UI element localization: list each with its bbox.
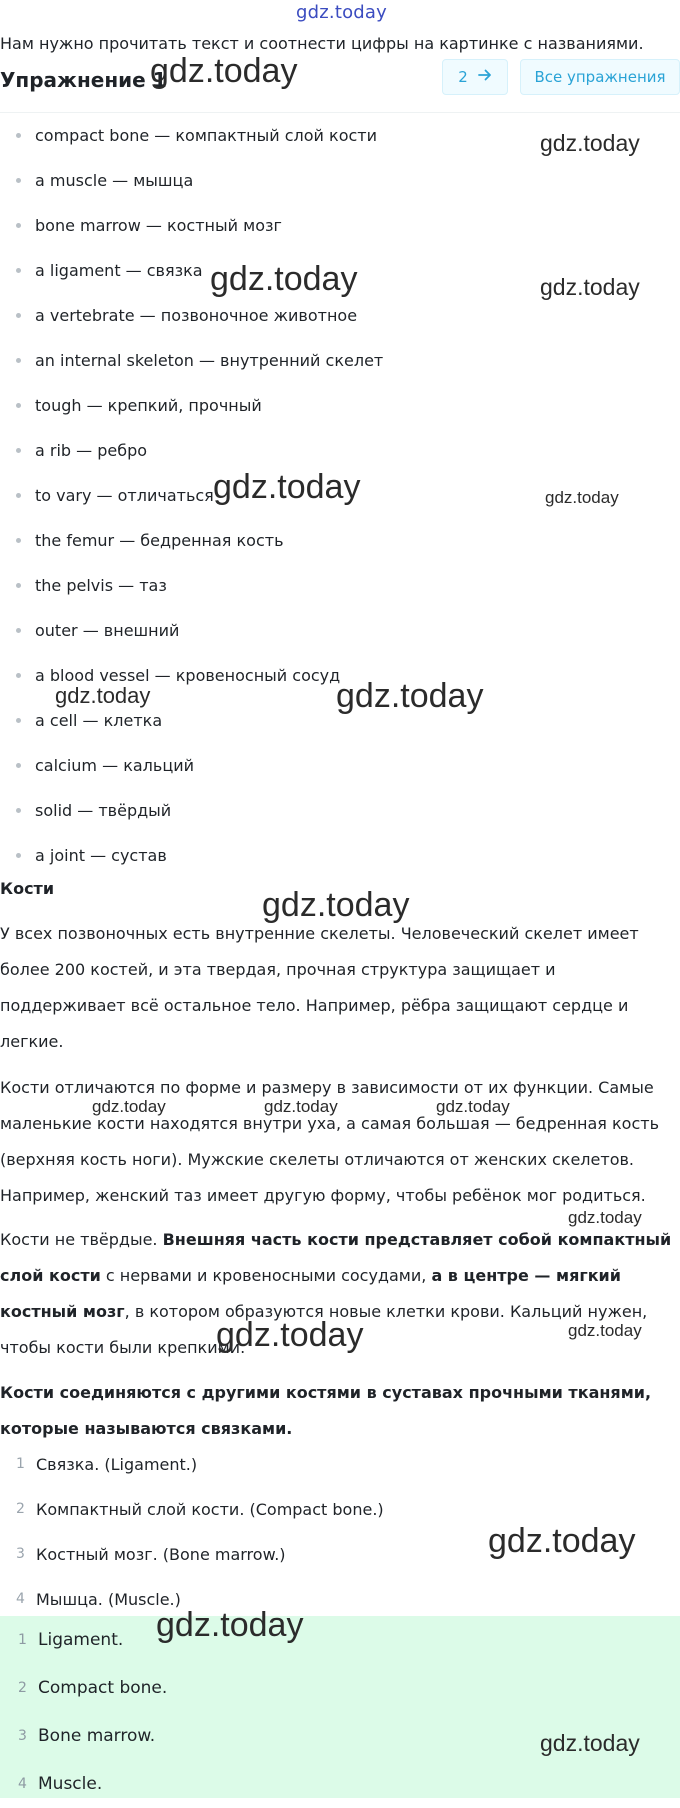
vocab-entry: the pelvis — таз: [35, 576, 167, 595]
watermark: gdz.today: [568, 1208, 642, 1227]
list-item: [0, 788, 680, 833]
watermark: gdz.today: [436, 1097, 510, 1116]
vocab-entry: solid — твёрдый: [35, 801, 172, 820]
bullet-icon: [16, 133, 21, 138]
next-exercise-button[interactable]: [442, 59, 508, 95]
item-number: 3: [18, 1728, 27, 1744]
watermark: gdz.today: [262, 886, 410, 924]
item-number: 1: [16, 1456, 25, 1472]
vocab-entry: a blood vessel — кровеносный сосуд: [35, 666, 341, 685]
watermark: gdz.today: [213, 468, 361, 506]
list-item: [0, 1664, 680, 1712]
list-item: [0, 338, 680, 383]
item-number: 1: [18, 1632, 27, 1648]
paragraph-3-part-3: , в котором образуются новые клетки крови. Кальций нужен, чтобы кости были крепкими.: [0, 1302, 648, 1357]
bullet-icon: [16, 673, 21, 678]
answer-text: Bone marrow.: [38, 1726, 156, 1746]
vocabulary-list: [0, 113, 680, 878]
list-item: [0, 1712, 680, 1760]
answer-list: [0, 1616, 680, 1808]
item-number: 2: [16, 1501, 25, 1517]
vocab-entry: bone marrow — костный мозг: [35, 216, 282, 235]
answer-block: [0, 1616, 680, 1798]
answer-text: Ligament.: [38, 1630, 124, 1650]
question-text: Мышца. (Muscle.): [36, 1590, 181, 1609]
bullet-icon: [16, 493, 21, 498]
bullet-icon: [16, 583, 21, 588]
list-item: [0, 608, 680, 653]
list-item: [0, 248, 680, 293]
watermark: gdz.today: [264, 1097, 338, 1116]
arrow-right-icon: [478, 68, 492, 86]
list-item: [0, 293, 680, 338]
watermark: gdz.today: [216, 1316, 364, 1354]
list-item: [0, 158, 680, 203]
vocab-entry: a rib — ребро: [35, 441, 148, 460]
list-item: [0, 383, 680, 428]
question-text: Компактный слой кости. (Compact bone.): [36, 1500, 384, 1519]
watermark: gdz.today: [540, 130, 640, 156]
vocab-entry: calcium — кальций: [35, 756, 194, 775]
list-item: [0, 1487, 680, 1532]
question-text: Связка. (Ligament.): [36, 1455, 198, 1474]
paragraph-1: У всех позвоночных есть внутренние скелеты. Человеческий скелет имеет более 200 костей, и эта твердая, прочная структура защищает и поддерживает всё остальное тело. Например, рёбра защищают сердце и легкие.: [0, 924, 639, 1051]
list-item: [0, 833, 680, 878]
item-number: 4: [16, 1591, 25, 1607]
item-number: 2: [18, 1680, 27, 1696]
watermark: gdz.today: [568, 1321, 642, 1340]
watermark: gdz.today: [156, 1606, 304, 1644]
item-number: 3: [16, 1546, 25, 1562]
vocab-entry: a vertebrate — позвоночное животное: [35, 306, 358, 325]
paragraph-4: Кости соединяются с другими костями в суставах прочными тканями, которые называются связками.: [0, 1383, 652, 1438]
vocab-entry: tough — крепкий, прочный: [35, 396, 262, 415]
paragraph-3-emphasis-2: а в центре — мягкий костный мозг: [0, 1266, 621, 1321]
watermark: gdz.today: [336, 677, 484, 715]
vocab-entry: a muscle — мышца: [35, 171, 194, 190]
question-list: [0, 1442, 680, 1622]
vocab-entry: to vary — отличаться: [35, 486, 214, 505]
list-item: [0, 428, 680, 473]
bullet-icon: [16, 448, 21, 453]
list-item: [0, 1532, 680, 1577]
vocab-entry: compact bone — компактный слой кости: [35, 126, 378, 145]
paragraph-3-part-2: с нервами и кровеносными сосудами,: [100, 1266, 432, 1285]
list-item: [0, 113, 680, 158]
bullet-icon: [16, 853, 21, 858]
bullet-icon: [16, 628, 21, 633]
list-item: [0, 653, 680, 698]
paragraph-3-part-1: Кости не твёрдые.: [0, 1230, 163, 1249]
vocab-entry: a joint — сустав: [35, 846, 167, 865]
watermark: gdz.today: [150, 52, 298, 90]
vocab-entry: an internal skeleton — внутренний скелет: [35, 351, 384, 370]
section-title: Кости: [0, 879, 55, 898]
exercise-title: Упражнение 1: [0, 68, 167, 92]
paragraph-3-emphasis-1: Внешняя часть кости представляет собой компактный слой кости: [0, 1230, 672, 1285]
list-item: [0, 203, 680, 248]
list-item: [0, 1616, 680, 1664]
list-item: [0, 563, 680, 608]
watermark: gdz.today: [540, 1730, 640, 1756]
watermark: gdz.today: [210, 260, 358, 298]
bullet-icon: [16, 538, 21, 543]
answer-text: Muscle.: [38, 1774, 103, 1794]
watermark: gdz.today: [55, 683, 151, 708]
list-item: [0, 473, 680, 518]
bullet-icon: [16, 403, 21, 408]
list-item: [0, 518, 680, 563]
watermark: gdz.today: [540, 274, 640, 300]
bullet-icon: [16, 763, 21, 768]
list-item: [0, 698, 680, 743]
item-number: 4: [18, 1776, 27, 1792]
bullet-icon: [16, 358, 21, 363]
bullet-icon: [16, 313, 21, 318]
list-item: [0, 1760, 680, 1808]
bullet-icon: [16, 178, 21, 183]
site-logo[interactable]: gdz.today: [296, 2, 388, 23]
bullet-icon: [16, 808, 21, 813]
bullet-icon: [16, 223, 21, 228]
list-item: [0, 1442, 680, 1487]
bullet-icon: [16, 718, 21, 723]
list-item: [0, 743, 680, 788]
question-text: Костный мозг. (Bone marrow.): [36, 1545, 286, 1564]
intro-text: Нам нужно прочитать текст и соотнести цифры на картинке с названиями.: [0, 34, 644, 53]
paragraph-3: [0, 1222, 680, 1366]
vocab-entry: a cell — клетка: [35, 711, 163, 730]
vocab-entry: a ligament — связка: [35, 261, 203, 280]
watermark: gdz.today: [545, 488, 619, 507]
vocab-entry: the femur — бедренная кость: [35, 531, 284, 550]
answer-text: Compact bone.: [38, 1678, 168, 1698]
bullet-icon: [16, 268, 21, 273]
all-exercises-button[interactable]: Все упражнения: [520, 59, 680, 95]
watermark: gdz.today: [92, 1097, 166, 1116]
watermark: gdz.today: [488, 1522, 636, 1560]
paragraph-2: Кости отличаются по форме и размеру в зависимости от их функции. Самые маленькие кости находятся внутри уха, а самая большая — бедренная кость (верхняя кость ноги). Мужские скелеты отличаются от женских скелетов. Например, женский таз имеет другую форму, чтобы ребёнок мог родиться.: [0, 1078, 659, 1205]
vocab-entry: outer — внешний: [35, 621, 180, 640]
next-exercise-number: 2: [458, 68, 468, 86]
